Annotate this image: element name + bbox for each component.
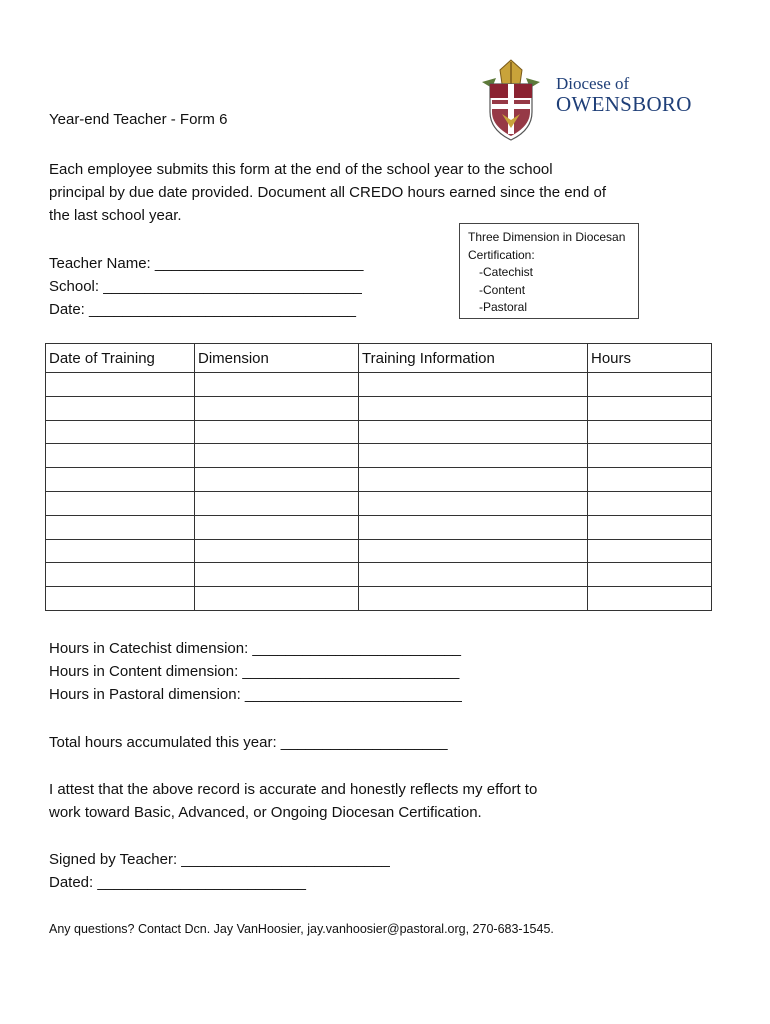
- cell-hours[interactable]: [588, 491, 712, 515]
- col-header-training-information: Training Information: [359, 344, 588, 373]
- cell-date-of-training[interactable]: [46, 587, 195, 611]
- cell-dimension[interactable]: [195, 491, 359, 515]
- cell-hours[interactable]: [588, 539, 712, 563]
- table-row: [46, 563, 712, 587]
- logo-line-owensboro: OWENSBORO: [556, 92, 692, 116]
- col-header-hours: Hours: [588, 344, 712, 373]
- cell-training-information[interactable]: [359, 444, 588, 468]
- cell-hours[interactable]: [588, 515, 712, 539]
- cell-hours[interactable]: [588, 373, 712, 397]
- school-field[interactable]: School: _______________________________: [49, 278, 362, 295]
- attest-line-2: work toward Basic, Advanced, or Ongoing Diocesan Certification.: [49, 804, 482, 821]
- dimension-box-line-2: Certification:: [468, 247, 535, 262]
- cell-date-of-training[interactable]: [46, 444, 195, 468]
- table-row: [46, 587, 712, 611]
- cell-hours[interactable]: [588, 468, 712, 492]
- dimension-item-catechist: -Catechist: [479, 265, 534, 279]
- cell-training-information[interactable]: [359, 587, 588, 611]
- hours-catechist-field[interactable]: Hours in Catechist dimension: _________________________: [49, 640, 461, 657]
- cell-dimension[interactable]: [195, 396, 359, 420]
- cell-training-information[interactable]: [359, 420, 588, 444]
- signed-by-teacher-field[interactable]: Signed by Teacher: _________________________: [49, 851, 390, 868]
- cell-dimension[interactable]: [195, 587, 359, 611]
- col-header-date-of-training: Date of Training: [46, 344, 195, 373]
- col-header-dimension: Dimension: [195, 344, 359, 373]
- cell-training-information[interactable]: [359, 539, 588, 563]
- form-title: Year-end Teacher - Form 6: [49, 111, 228, 128]
- dimension-item-content: -Content: [479, 282, 526, 297]
- cell-dimension[interactable]: [195, 373, 359, 397]
- cell-hours[interactable]: [588, 444, 712, 468]
- cell-training-information[interactable]: [359, 468, 588, 492]
- attest-line-1: I attest that the above record is accurate and honestly reflects my effort to: [49, 781, 538, 798]
- intro-line-3: the last school year.: [49, 207, 182, 224]
- intro-line-1: Each employee submits this form at the end of the school year to the school: [49, 161, 553, 178]
- cell-training-information[interactable]: [359, 515, 588, 539]
- total-hours-field[interactable]: Total hours accumulated this year: ____________________: [49, 734, 448, 751]
- cell-dimension[interactable]: [195, 468, 359, 492]
- dimension-info-box: [459, 223, 639, 319]
- table-header-row: [46, 344, 712, 373]
- table-row: [46, 373, 712, 397]
- dimension-box-line-1: Three Dimension in Diocesan: [468, 230, 626, 244]
- cell-training-information[interactable]: [359, 373, 588, 397]
- table-row: [46, 396, 712, 420]
- dimension-item-pastoral: -Pastoral: [479, 300, 528, 314]
- diocese-coat-of-arms-icon: [478, 58, 544, 142]
- cell-training-information[interactable]: [359, 563, 588, 587]
- cell-date-of-training[interactable]: [46, 373, 195, 397]
- hours-pastoral-field[interactable]: Hours in Pastoral dimension: __________________________: [49, 686, 462, 703]
- table-row: [46, 539, 712, 563]
- diocese-logo: [478, 58, 708, 142]
- cell-date-of-training[interactable]: [46, 515, 195, 539]
- table-row: [46, 420, 712, 444]
- contact-footer: Any questions? Contact Dcn. Jay VanHoosier, jay.vanhoosier@pastoral.org, 270-683-1545.: [49, 922, 554, 936]
- table-row: [46, 468, 712, 492]
- cell-dimension[interactable]: [195, 515, 359, 539]
- table-row: [46, 491, 712, 515]
- hours-content-field[interactable]: Hours in Content dimension: __________________________: [49, 663, 460, 680]
- cell-date-of-training[interactable]: [46, 396, 195, 420]
- cell-date-of-training[interactable]: [46, 563, 195, 587]
- cell-dimension[interactable]: [195, 420, 359, 444]
- cell-dimension[interactable]: [195, 539, 359, 563]
- table-row: [46, 515, 712, 539]
- table-row: [46, 444, 712, 468]
- cell-date-of-training[interactable]: [46, 468, 195, 492]
- cell-training-information[interactable]: [359, 491, 588, 515]
- cell-hours[interactable]: [588, 420, 712, 444]
- dated-field[interactable]: Dated: _________________________: [49, 874, 306, 891]
- cell-date-of-training[interactable]: [46, 420, 195, 444]
- cell-training-information[interactable]: [359, 396, 588, 420]
- teacher-name-field[interactable]: Teacher Name: _________________________: [49, 255, 364, 272]
- intro-line-2: principal by due date provided. Document all CREDO hours earned since the end of: [49, 184, 606, 201]
- cell-dimension[interactable]: [195, 563, 359, 587]
- cell-dimension[interactable]: [195, 444, 359, 468]
- cell-hours[interactable]: [588, 396, 712, 420]
- cell-date-of-training[interactable]: [46, 491, 195, 515]
- date-field[interactable]: Date: ________________________________: [49, 301, 356, 318]
- cell-hours[interactable]: [588, 563, 712, 587]
- cell-hours[interactable]: [588, 587, 712, 611]
- training-log-table: [45, 343, 712, 611]
- logo-line-diocese-of: Diocese of: [556, 74, 630, 93]
- cell-date-of-training[interactable]: [46, 539, 195, 563]
